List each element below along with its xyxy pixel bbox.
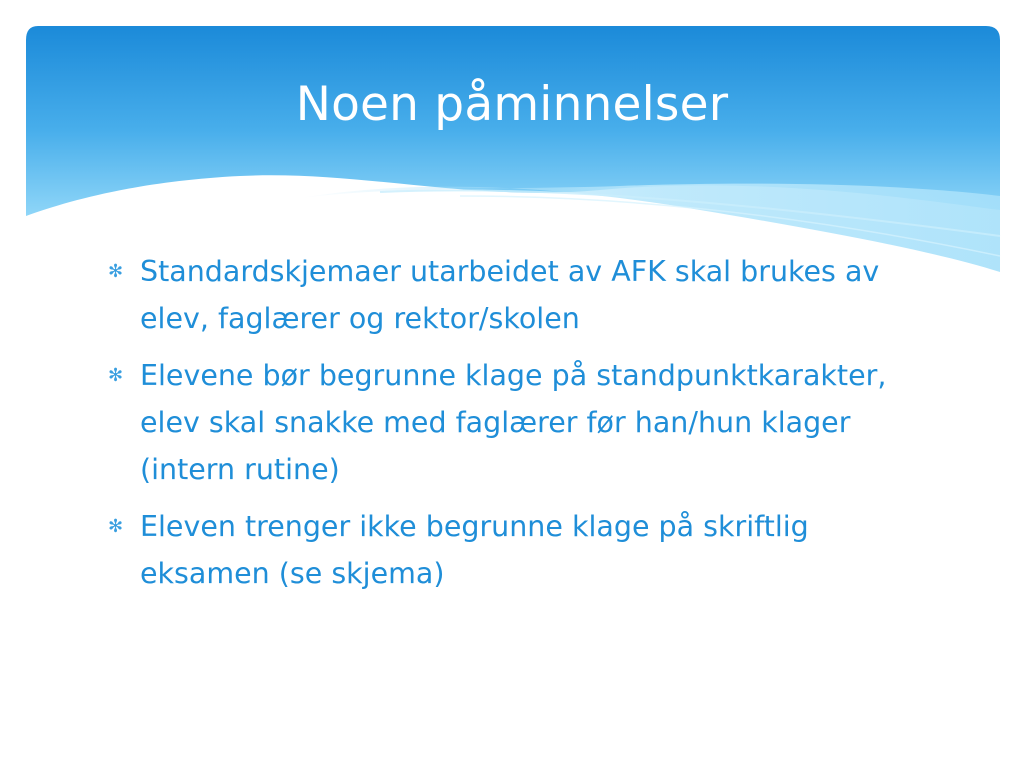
asterisk-bullet-icon: ✻ xyxy=(108,516,124,537)
bullet-item xyxy=(108,248,928,342)
bullet-text: Elevene bør begrunne klage på standpunktkarakter, elev skal snakke med faglærer før han/hun klager (intern rutine) xyxy=(140,359,887,486)
bullet-text: Standardskjemaer utarbeidet av AFK skal brukes av elev, faglærer og rektor/skolen xyxy=(140,255,880,335)
bullet-item xyxy=(108,352,928,493)
bullet-text: Eleven trenger ikke begrunne klage på skriftlig eksamen (se skjema) xyxy=(140,510,809,590)
asterisk-bullet-icon: ✻ xyxy=(108,365,124,386)
asterisk-bullet-icon: ✻ xyxy=(108,261,124,282)
bullet-item xyxy=(108,503,928,597)
bullet-list xyxy=(108,248,928,607)
slide-title: Noen påminnelser xyxy=(295,77,729,132)
